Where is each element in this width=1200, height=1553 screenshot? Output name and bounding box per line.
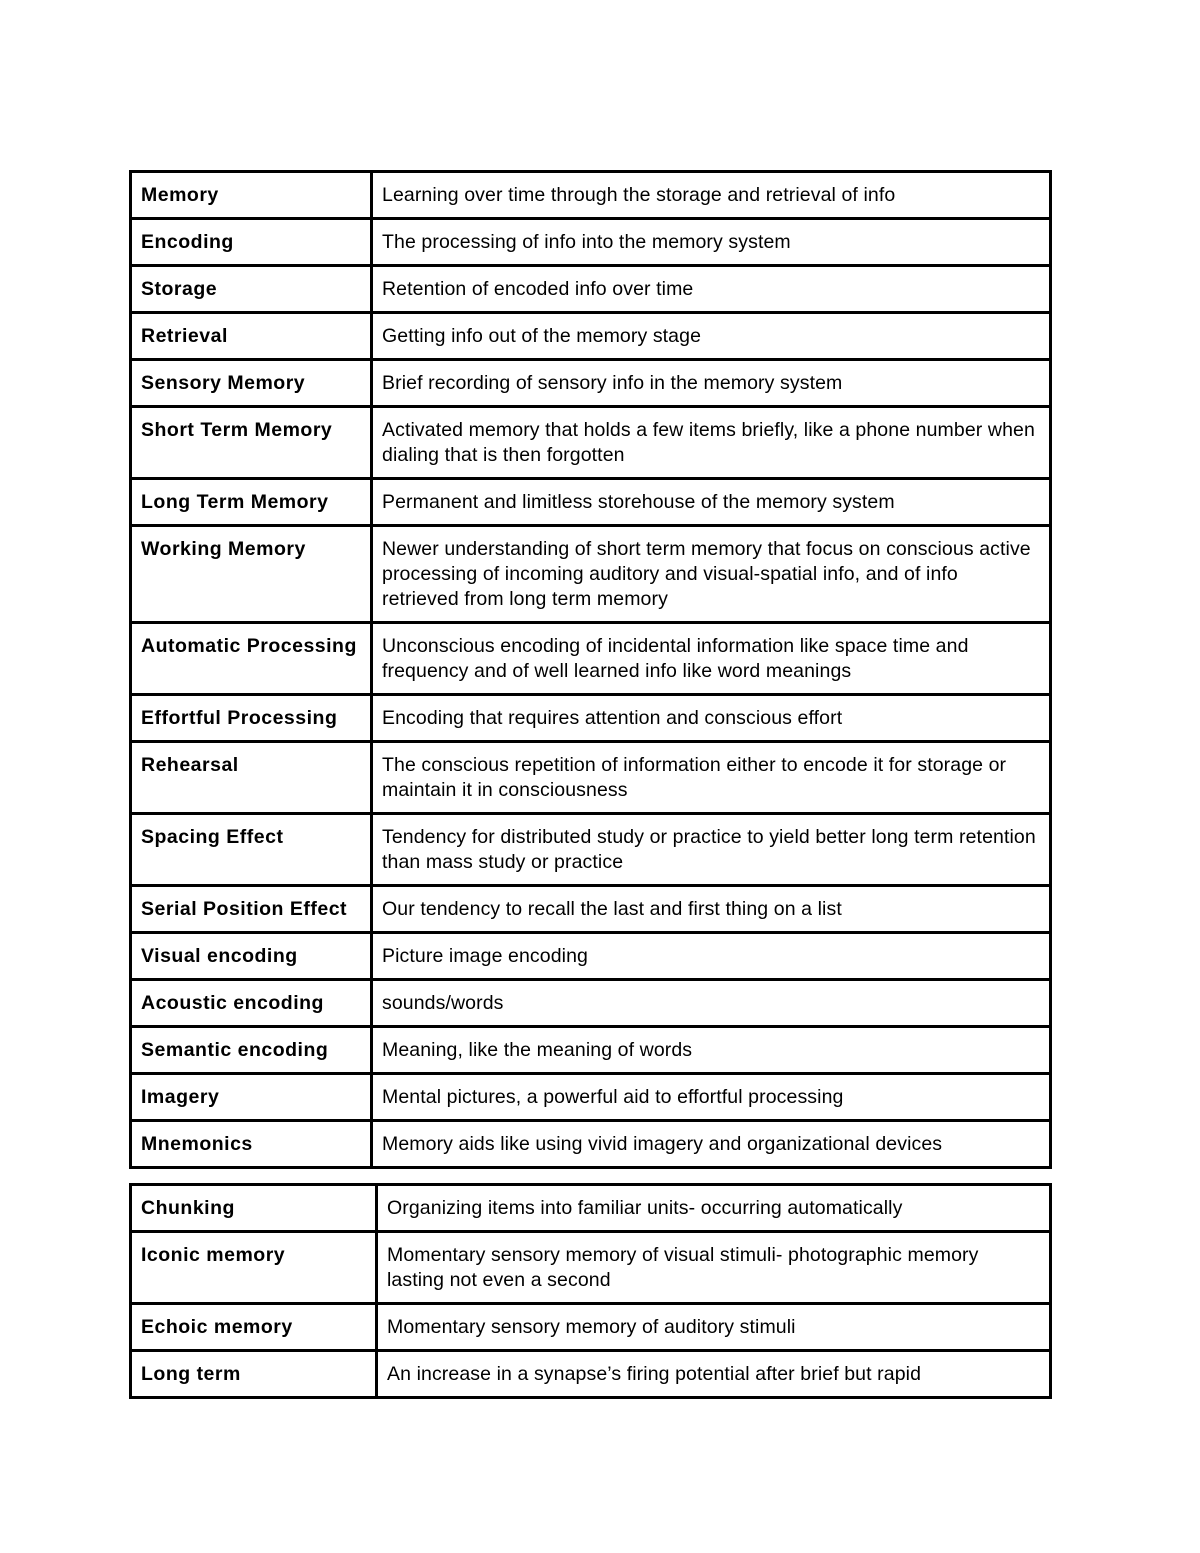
definition-cell: Tendency for distributed study or practice to yield better long term retention than mass study or practice <box>372 814 1051 886</box>
term-cell: Iconic memory <box>131 1232 377 1304</box>
term-cell: Sensory Memory <box>131 360 372 407</box>
definition-cell: Learning over time through the storage and retrieval of info <box>372 172 1051 219</box>
term-cell: Long Term Memory <box>131 479 372 526</box>
term-cell: Mnemonics <box>131 1121 372 1168</box>
table-row <box>131 313 1051 360</box>
term-cell: Encoding <box>131 219 372 266</box>
definition-cell: Organizing items into familiar units- occurring automatically <box>377 1185 1051 1232</box>
glossary-table-memory <box>129 170 1052 1169</box>
definition-cell: Retention of encoded info over time <box>372 266 1051 313</box>
definition-cell: The processing of info into the memory system <box>372 219 1051 266</box>
term-cell: Retrieval <box>131 313 372 360</box>
definition-cell: Getting info out of the memory stage <box>372 313 1051 360</box>
table-row <box>131 1304 1051 1351</box>
table-row <box>131 1232 1051 1304</box>
term-cell: Imagery <box>131 1074 372 1121</box>
term-cell: Visual encoding <box>131 933 372 980</box>
table-row <box>131 1027 1051 1074</box>
term-cell: Long term <box>131 1351 377 1398</box>
term-cell: Rehearsal <box>131 742 372 814</box>
term-cell: Effortful Processing <box>131 695 372 742</box>
term-cell: Echoic memory <box>131 1304 377 1351</box>
definition-cell: Unconscious encoding of incidental information like space time and frequency and of well learned info like word meanings <box>372 623 1051 695</box>
glossary-table-memory-continued <box>129 1183 1052 1399</box>
term-cell: Short Term Memory <box>131 407 372 479</box>
term-cell: Automatic Processing <box>131 623 372 695</box>
definition-cell: Our tendency to recall the last and first thing on a list <box>372 886 1051 933</box>
table-row <box>131 219 1051 266</box>
definition-cell: Encoding that requires attention and conscious effort <box>372 695 1051 742</box>
term-cell: Storage <box>131 266 372 313</box>
definition-cell: Permanent and limitless storehouse of the memory system <box>372 479 1051 526</box>
definition-cell: Picture image encoding <box>372 933 1051 980</box>
definition-cell: Brief recording of sensory info in the memory system <box>372 360 1051 407</box>
definition-cell: Activated memory that holds a few items briefly, like a phone number when dialing that is then forgotten <box>372 407 1051 479</box>
table-row <box>131 479 1051 526</box>
term-cell: Memory <box>131 172 372 219</box>
definition-cell: The conscious repetition of information either to encode it for storage or maintain it in consciousness <box>372 742 1051 814</box>
table-row <box>131 886 1051 933</box>
term-cell: Working Memory <box>131 526 372 623</box>
table-row <box>131 1121 1051 1168</box>
definition-cell: Meaning, like the meaning of words <box>372 1027 1051 1074</box>
table-row <box>131 266 1051 313</box>
table-row <box>131 742 1051 814</box>
table-row <box>131 1074 1051 1121</box>
definition-cell: sounds/words <box>372 980 1051 1027</box>
definition-cell: Newer understanding of short term memory that focus on conscious active processing of incoming auditory and visual-spatial info, and of info retrieved from long term memory <box>372 526 1051 623</box>
term-cell: Chunking <box>131 1185 377 1232</box>
term-cell: Spacing Effect <box>131 814 372 886</box>
definition-cell: Memory aids like using vivid imagery and organizational devices <box>372 1121 1051 1168</box>
definition-cell: Mental pictures, a powerful aid to effortful processing <box>372 1074 1051 1121</box>
table-row <box>131 980 1051 1027</box>
definition-cell: Momentary sensory memory of auditory stimuli <box>377 1304 1051 1351</box>
table-row <box>131 623 1051 695</box>
definition-cell: An increase in a synapse’s firing potential after brief but rapid <box>377 1351 1051 1398</box>
table-row <box>131 933 1051 980</box>
table-row <box>131 1185 1051 1232</box>
table-row <box>131 360 1051 407</box>
definition-cell: Momentary sensory memory of visual stimuli- photographic memory lasting not even a second <box>377 1232 1051 1304</box>
term-cell: Semantic encoding <box>131 1027 372 1074</box>
table-row <box>131 1351 1051 1398</box>
table-row <box>131 814 1051 886</box>
table-row <box>131 407 1051 479</box>
term-cell: Serial Position Effect <box>131 886 372 933</box>
table-row <box>131 695 1051 742</box>
table-row <box>131 526 1051 623</box>
table-row <box>131 172 1051 219</box>
term-cell: Acoustic encoding <box>131 980 372 1027</box>
